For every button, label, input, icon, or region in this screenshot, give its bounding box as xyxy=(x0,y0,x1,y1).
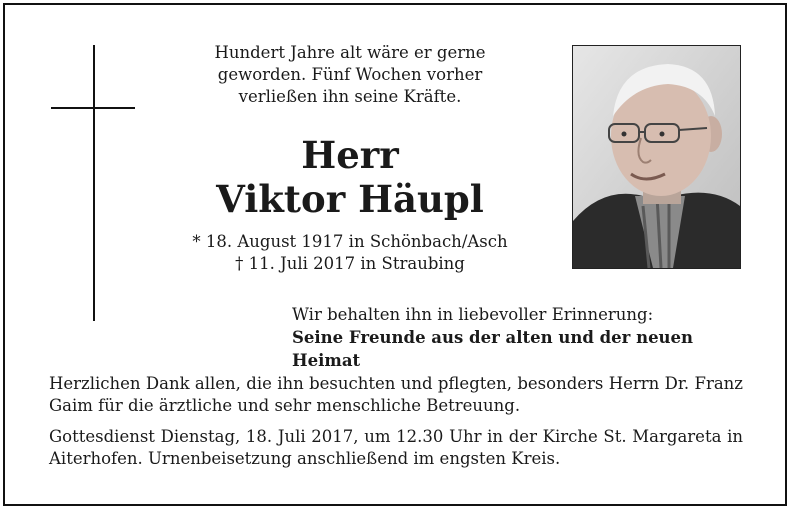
life-dates xyxy=(175,231,525,275)
service-paragraph: Gottesdienst Dienstag, 18. Juli 2017, um 12.30 Uhr in der Kirche St. Margareta in Aiterhofen. Urnenbeisetzung anschließend im engsten Kreis. xyxy=(49,427,743,468)
portrait-icon xyxy=(573,46,740,268)
portrait-photo xyxy=(572,45,741,269)
obituary-notice xyxy=(3,3,787,506)
intro-text xyxy=(175,42,525,108)
memorial-statement xyxy=(292,303,742,372)
intro-line-1: Hundert Jahre alt wäre er gerne xyxy=(214,43,486,62)
thanks-paragraph: Herzlichen Dank allen, die ihn besuchten und pflegten, besonders Herrn Dr. Franz Gaim für die ärztliche und sehr menschliche Betreuung. xyxy=(49,374,743,415)
intro-line-2: geworden. Fünf Wochen vorher xyxy=(217,65,483,84)
death-date: † 11. Juli 2017 in Straubing xyxy=(235,254,465,273)
cross-icon-vertical xyxy=(93,45,95,321)
birth-date: * 18. August 1917 in Schönbach/Asch xyxy=(192,232,508,251)
memory-line: Wir behalten ihn in liebevoller Erinnerung: xyxy=(292,305,654,324)
signature: Seine Freunde aus der alten und der neuen Heimat xyxy=(292,328,694,370)
intro-line-3: verließen ihn seine Kräfte. xyxy=(238,87,462,106)
cross-icon-horizontal xyxy=(51,107,135,109)
salutation: Herr xyxy=(301,133,399,177)
deceased-name: Viktor Häupl xyxy=(216,177,484,221)
